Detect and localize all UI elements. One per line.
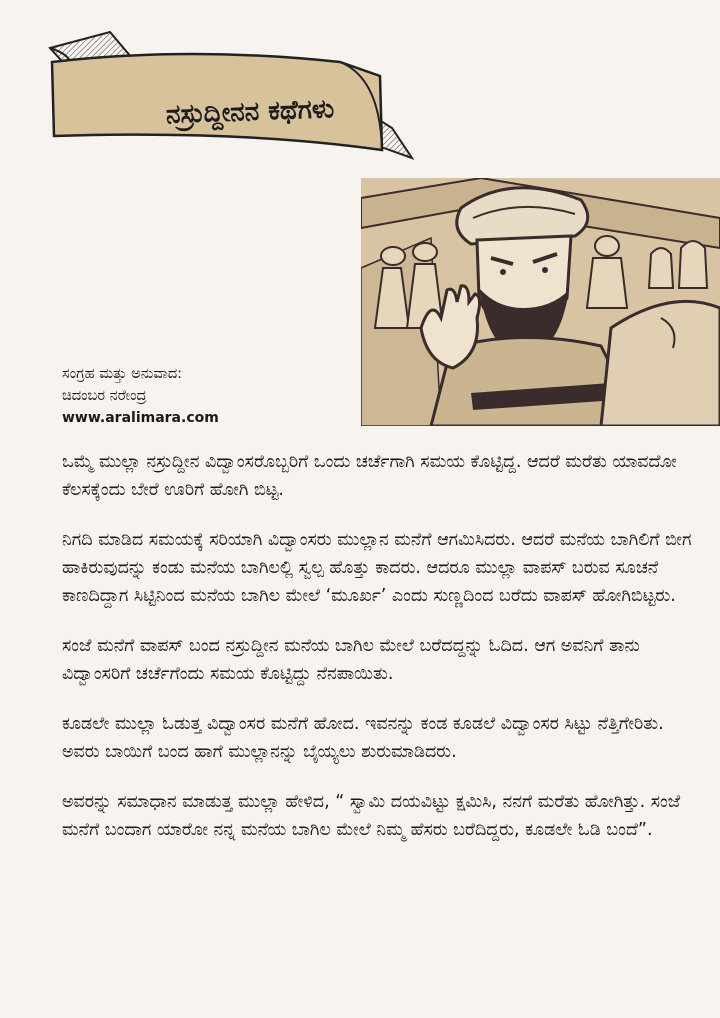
credits-website[interactable]: www.aralimara.com: [62, 410, 219, 426]
credits-author: ಚಿದಂಬರ ನರೇಂದ್ರ: [62, 388, 147, 404]
story-paragraph: ನಿಗದಿ ಮಾಡಿದ ಸಮಯಕ್ಕೆ ಸರಿಯಾಗಿ ವಿದ್ವಾಂಸರು ಮುಲ್ಲಾನ ಮನೆಗೆ ಆಗಮಿಸಿದರು. ಆದರೆ ಮನೆಯ ಬಾಗಿಲಿಗೆ ಬೀಗ ಹಾಕಿರುವುದನ್ನು ಕಂಡು ಮನೆಯ ಬಾಗಿಲಲ್ಲಿ ಸ್ವಲ್ಪ ಹೊತ್ತು ಕಾದರು. ಆದರೂ ಮುಲ್ಲಾ ವಾಪಸ್ ಬರುವ ಸೂಚನೆ ಕಾಣದಿದ್ದಾಗ ಸಿಟ್ಟಿನಿಂದ ಮನೆಯ ಬಾಗಿಲ ಮೇಲೆ ‘ಮೂರ್ಖ’ ಎಂದು ಸುಣ್ಣದಿಂದ ಬರೆದು ವಾಪಸ್ ಹೋಗಿಬಿಟ್ಟರು.: [62, 530, 692, 606]
story-illustration: [361, 178, 720, 426]
story-paragraph: ಅವರನ್ನು ಸಮಾಧಾನ ಮಾಡುತ್ತ ಮುಲ್ಲಾ ಹೇಳಿದ, “ ಸ್ವಾಮಿ ದಯವಿಟ್ಟು ಕ್ಷಮಿಸಿ, ನನಗೆ ಮರೆತು ಹೋಗಿತ್ತು. ಸಂಜೆ ಮನೆಗೆ ಬಂದಾಗ ಯಾರೋ ನನ್ನ ಮನೆಯ ಬಾಗಿಲ ಮೇಲೆ ನಿಮ್ಮ ಹೆಸರು ಬರೆದಿದ್ದರು, ಕೂಡಲೇ ಓಡಿ ಬಂದೆ”.: [62, 792, 681, 840]
title-banner: [40, 18, 420, 168]
story-body: [62, 448, 702, 866]
credits-block: [62, 363, 342, 429]
story-paragraph: ಒಮ್ಮೆ ಮುಲ್ಲಾ ನಸ್ರುದ್ದೀನ ವಿದ್ವಾಂಸರೊಬ್ಬರಿಗೆ ಒಂದು ಚರ್ಚೆಗಾಗಿ ಸಮಯ ಕೊಟ್ಟಿದ್ದ. ಆದರೆ ಮರೆತು ಯಾವದೋ ಕೆಲಸಕ್ಕೆಂದು ಬೇರೆ ಊರಿಗೆ ಹೋಗಿ ಬಿಟ್ಟ.: [62, 452, 677, 500]
credits-role: ಸಂಗ್ರಹ ಮತ್ತು ಅನುವಾದ:: [62, 366, 183, 382]
ribbon-banner-icon: [40, 18, 420, 168]
nasruddin-cartoon-illustration-icon: [361, 178, 720, 426]
story-paragraph: ಕೂಡಲೇ ಮುಲ್ಲಾ ಓಡುತ್ತ ವಿದ್ವಾಂಸರ ಮನೆಗೆ ಹೋದ. ಇವನನ್ನು ಕಂಡ ಕೂಡಲೆ ವಿದ್ವಾಂಸರ ಸಿಟ್ಟು ನೆತ್ತಿಗೇರಿತು. ಅವರು ಬಾಯಿಗೆ ಬಂದ ಹಾಗೆ ಮುಲ್ಲಾನನ್ನು ಬೈಯ್ಯಲು ಶುರುಮಾಡಿದರು.: [62, 714, 664, 762]
story-paragraph: ಸಂಜೆ ಮನೆಗೆ ವಾಪಸ್ ಬಂದ ನಸ್ರುದ್ದೀನ ಮನೆಯ ಬಾಗಿಲ ಮೇಲೆ ಬರೆದದ್ದನ್ನು ಓದಿದ. ಆಗ ಅವನಿಗೆ ತಾನು ವಿದ್ವಾಂಸರಿಗೆ ಚರ್ಚೆಗೆಂದು ಸಮಯ ಕೊಟ್ಟಿದ್ದು ನೆನಪಾಯಿತು.: [62, 636, 640, 684]
page-title: ನಸ್ರುದ್ದೀನನ ಕಥೆಗಳು: [165, 94, 335, 130]
